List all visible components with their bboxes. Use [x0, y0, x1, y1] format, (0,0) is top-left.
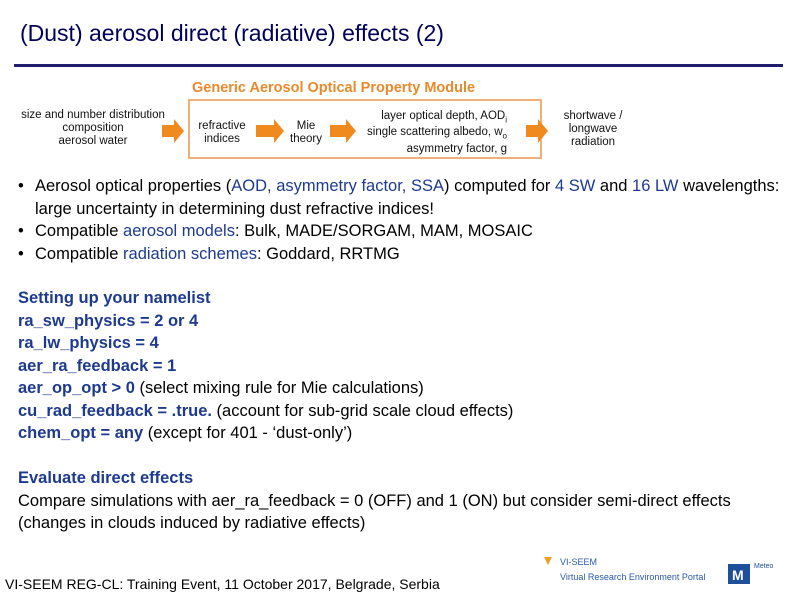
- portal-logo-text: Virtual Research Environment Portal: [560, 572, 706, 582]
- highlight-radiation-schemes: radiation schemes: [123, 244, 257, 263]
- text: Compatible: [35, 222, 124, 240]
- highlight-properties: AOD, asymmetry factor, SSA: [231, 177, 444, 195]
- meteo-logo: [728, 556, 788, 588]
- text: ) computed for: [444, 177, 555, 195]
- slide-title: (Dust) aerosol direct (radiative) effects (2): [20, 20, 444, 46]
- bullet-optical-properties: [18, 175, 788, 220]
- output-shortwave: shortwave /: [563, 110, 623, 122]
- namelist-cu-rad-feedback: [18, 400, 788, 423]
- note: (account for sub-grid scale cloud effects): [211, 401, 514, 420]
- arrow-refractive: [256, 125, 274, 137]
- bullet-dot: •: [18, 222, 24, 240]
- diagram-title: Generic Aerosol Optical Property Module: [192, 80, 476, 96]
- evaluate-text: Compare simulations with aer_ra_feedback = 0 (OFF) and 1 (ON) but consider semi-direct effects (changes in clouds induced by radiative effects): [18, 491, 731, 532]
- highlight-sw: 4 SW: [554, 177, 596, 195]
- theory-label: theory: [290, 133, 322, 145]
- namelist-aer-op-opt: [18, 377, 788, 400]
- bullet-dot: •: [18, 177, 24, 195]
- arrow-inputs: [162, 125, 174, 137]
- footer-text: VI-SEEM REG-CL: Training Event, 11 October 2017, Belgrade, Serbia: [5, 576, 440, 592]
- prop-aod: layer optical depth, AOD: [381, 110, 506, 122]
- prop-ssa: single scattering albedo, w: [367, 126, 503, 139]
- refractive-indices-step: [191, 120, 253, 146]
- evaluate-section: [18, 467, 788, 535]
- input-aerosol-water: aerosol water: [58, 135, 128, 147]
- bullet-list: [18, 175, 788, 265]
- note: (except for 401 - ‘dust-only’): [143, 424, 353, 442]
- bullet-aerosol-models: [18, 220, 788, 243]
- namelist-ra-lw: ra_lw_physics = 4: [18, 334, 159, 352]
- text: : Goddard, RRTMG: [256, 244, 400, 263]
- key: chem_opt = any: [18, 424, 144, 442]
- namelist-heading: Setting up your namelist: [18, 289, 211, 307]
- key: aer_op_opt > 0: [18, 379, 135, 397]
- viseem-portal-logo: [538, 553, 723, 585]
- title-divider: [14, 64, 783, 67]
- output-radiation: radiation: [570, 136, 616, 148]
- indices-label: indices: [204, 133, 240, 145]
- text: Compatible: [35, 244, 124, 263]
- aerosol-module-diagram: [0, 78, 793, 178]
- note: (select mixing rule for Mie calculations): [134, 379, 424, 397]
- svg-text:M: M: [732, 567, 744, 583]
- optical-properties: layer optical depth, $AOD_i$ single scattering albedo, $w_o$ asymmetry factor, g: [357, 110, 507, 156]
- refractive-label: refractive: [198, 120, 246, 132]
- diagram-inputs: [10, 109, 176, 148]
- evaluate-heading: Evaluate direct effects: [18, 469, 194, 487]
- input-composition: composition: [62, 122, 124, 134]
- highlight-aerosol-models: aerosol models: [123, 222, 235, 240]
- meteo-logo-text: Meteo: [754, 563, 774, 570]
- text: wavelengths: large uncertainty in determining dust refractive indices!: [35, 177, 780, 218]
- namelist-section: [18, 287, 788, 445]
- diagram-outputs: [553, 110, 633, 149]
- text: and: [595, 177, 633, 195]
- bullet-radiation-schemes: [18, 243, 788, 266]
- arrow-outputs: [526, 125, 538, 137]
- mie-theory-step: [282, 120, 330, 146]
- input-size-distribution: size and number distribution: [21, 109, 165, 121]
- namelist-chem-opt: [18, 422, 788, 445]
- namelist-ra-sw: ra_sw_physics = 2 or 4: [18, 311, 199, 330]
- viseem-logo-text: VI-SEEM: [560, 557, 598, 567]
- prop-asymmetry: asymmetry factor, g: [406, 142, 507, 155]
- text: Aerosol optical properties (: [35, 177, 232, 195]
- key: cu_rad_feedback = .true.: [18, 401, 212, 420]
- mie-label: Mie: [296, 120, 316, 132]
- output-longwave: longwave: [568, 123, 618, 135]
- text: : Bulk, MADE/SORGAM, MAM, MOSAIC: [234, 222, 533, 240]
- namelist-aer-ra-feedback: aer_ra_feedback = 1: [18, 356, 177, 375]
- bullet-dot: •: [18, 244, 24, 263]
- viseem-mark-icon: [544, 557, 552, 565]
- highlight-lw: 16 LW: [632, 177, 679, 195]
- arrow-mie: [330, 125, 346, 137]
